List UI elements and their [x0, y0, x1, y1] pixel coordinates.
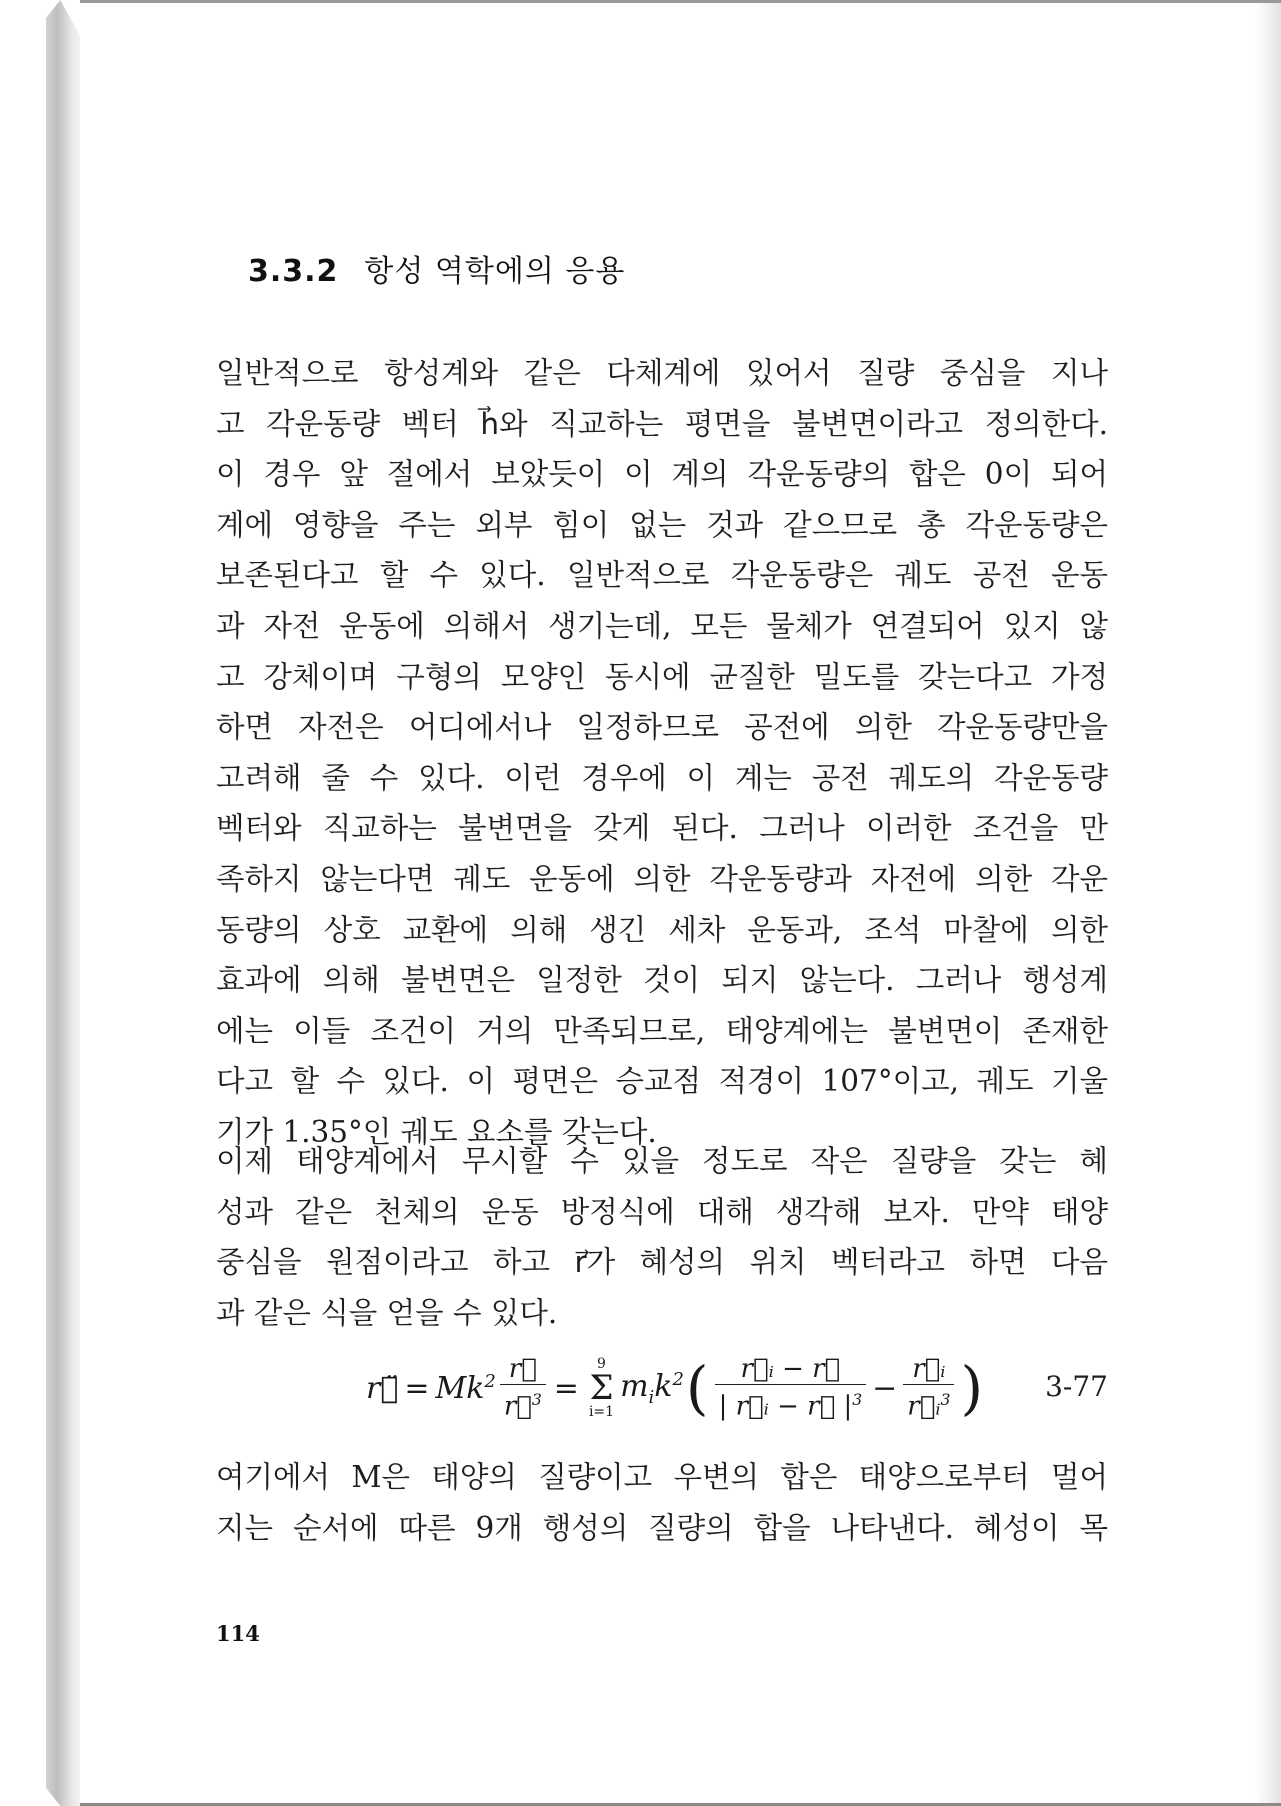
k-symbol: k: [654, 1368, 673, 1404]
text-line: 고 각운동량 벡터 h⃗와 직교하는 평면을 불변면이라고 정의한다.: [216, 406, 1108, 441]
page-top-border: [80, 0, 1281, 3]
text-line: 성과 같은 천체의 운동 방정식에 대해 생각해 보자. 만약 태양: [216, 1194, 1108, 1229]
equals-sign: =: [553, 1370, 579, 1406]
text-line: 동량의 상호 교환에 의해 생긴 세차 운동과, 조석 마찰에 의한: [216, 912, 1108, 947]
text-line: 이 경우 앞 절에서 보았듯이 이 계의 각운동량의 합은 0이 되어: [216, 457, 1108, 492]
text-line: 벡터와 직교하는 불변면을 갖게 된다. 그러나 이러한 조건을 만: [216, 811, 1108, 846]
mass-term: [435, 1371, 495, 1406]
sum-upper-limit: 9: [597, 1356, 606, 1372]
fraction-relative-position: [715, 1354, 867, 1422]
text-line: 이제 태양계에서 무시할 수 있을 정도로 작은 질량을 갖는 혜: [216, 1144, 1108, 1178]
fraction-numerator: r⃗ᵢ: [912, 1354, 946, 1385]
den-base: r⃗ᵢ: [907, 1391, 941, 1422]
text-line: 여기에서 M은 태양의 질량이고 우변의 합은 태양으로부터 멀어: [216, 1460, 1108, 1494]
book-spine-shadow: [46, 0, 82, 1806]
paragraph-equation-explanation: [216, 1452, 1108, 1553]
equation-3-77: [216, 1342, 1108, 1434]
section-number: 3.3.2: [248, 254, 339, 289]
den-base: r⃗: [503, 1391, 532, 1422]
sigma-symbol: Σ: [589, 1368, 614, 1408]
fraction-numerator: r⃗ᵢ − r⃗: [740, 1354, 841, 1385]
equation-body: [366, 1342, 985, 1434]
sum-lower-limit: i=1: [588, 1404, 615, 1420]
paragraph-comet-motion: [216, 1136, 1108, 1338]
section-title: 항성 역학에의 응용: [364, 254, 626, 289]
text-line: 하면 자전은 어디에서나 일정하므로 공전에 의한 각운동량만을: [216, 710, 1108, 745]
text-line: 에는 이들 조건이 거의 만족되므로, 태양계에는 불변면이 존재한: [216, 1013, 1108, 1048]
minus-sign: −: [872, 1370, 898, 1406]
text-line: 족하지 않는다면 궤도 운동에 의한 각운동량과 자전에 의한 각운: [216, 861, 1108, 896]
page-number: 114: [216, 1621, 260, 1646]
exponent: 2: [672, 1368, 684, 1390]
summation: [589, 1357, 614, 1419]
open-paren: (: [685, 1354, 709, 1422]
exponent: 3: [531, 1391, 542, 1410]
fraction-denominator: [903, 1385, 954, 1422]
text-line: 중심을 원점이라고 하고 r⃗가 혜성의 위치 벡터라고 하면 다음: [216, 1245, 1108, 1280]
text-line: 고려해 줄 수 있다. 이런 경우에 이 계는 공전 궤도의 각운동량: [216, 760, 1108, 795]
text-line: 보존된다고 할 수 있다. 일반적으로 각운동량은 궤도 공전 운동: [216, 558, 1108, 593]
fraction-denominator: [715, 1385, 867, 1422]
fraction-r-over-r3: [500, 1354, 546, 1422]
mass-symbol: m: [620, 1368, 649, 1404]
text-line: 계에 영향을 주는 외부 힘이 없는 것과 같으므로 총 각운동량은: [216, 507, 1108, 542]
subscript: i: [648, 1386, 655, 1408]
fraction-numerator: r⃗: [508, 1354, 537, 1385]
section-heading: [248, 246, 625, 290]
paragraph-invariable-plane: [216, 348, 1108, 1158]
text-line: 고 강체이며 구형의 모양인 동시에 균질한 밀도를 갖는다고 가정: [216, 659, 1108, 694]
mass-coef: Mk: [435, 1370, 485, 1406]
page-edge: [1255, 0, 1281, 1806]
text-line: 다고 할 수 있다. 이 평면은 승교점 적경이 107°이고, 궤도 기울: [216, 1064, 1108, 1099]
text-line: 과 같은 식을 얻을 수 있다.: [216, 1295, 558, 1330]
exponent: 3: [940, 1391, 951, 1410]
equation-number: 3-77: [1045, 1370, 1108, 1403]
fraction-denominator: [500, 1385, 546, 1422]
planet-mass-term: [620, 1369, 684, 1408]
text-line: 과 자전 운동에 의해서 생기는데, 모든 물체가 연결되어 있지 않: [216, 608, 1108, 643]
exponent: 3: [852, 1391, 863, 1410]
text-line: 효과에 의해 불변면은 일정한 것이 되지 않는다. 그러나 행성계: [216, 963, 1108, 998]
text-line: 기가 1.35°인 궤도 요소를 갖는다.: [216, 1114, 657, 1149]
close-paren: ): [960, 1354, 984, 1422]
exponent: 2: [484, 1370, 496, 1392]
text-line: 일반적으로 항성계와 같은 다체계에 있어서 질량 중심을 지나: [216, 356, 1108, 390]
fraction-indirect-term: [903, 1354, 954, 1422]
text-line: 지는 순서에 따른 9개 행성의 질량의 합을 나타낸다. 혜성이 목: [216, 1510, 1108, 1545]
equals-sign: =: [404, 1370, 430, 1406]
den-base: | r⃗ᵢ − r⃗ |: [718, 1391, 853, 1422]
equation-lhs: r⃗̈: [366, 1370, 399, 1406]
